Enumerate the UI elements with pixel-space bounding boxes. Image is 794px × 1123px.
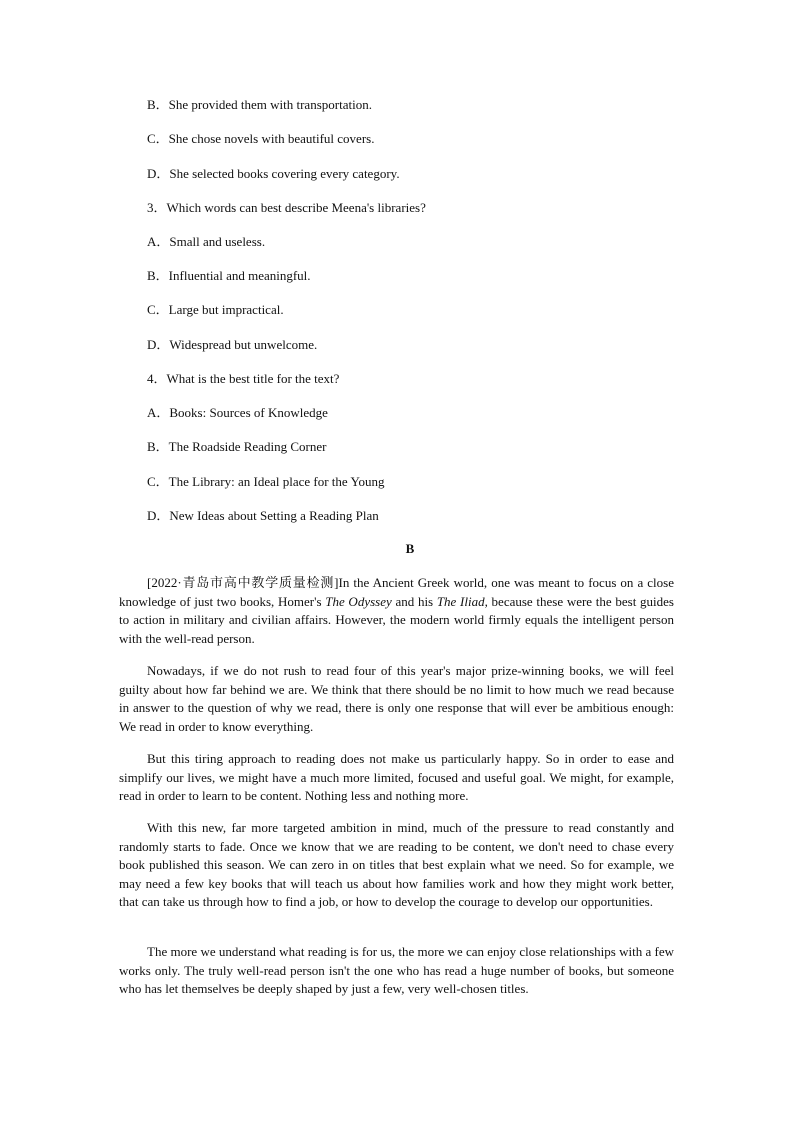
q4-option-c: C．The Library: an Ideal place for the Young: [147, 474, 385, 489]
q3-stem: 3．Which words can best describe Meena's libraries?: [147, 200, 426, 215]
book-title-iliad: The Iliad,: [436, 593, 488, 609]
q2-option-d: D．She selected books covering every category.: [147, 166, 400, 181]
passage-paragraph-4: With this new, far more targeted ambition in mind, much of the pressure to read constantly and randomly starts to fade. Once we know that we are reading to be content, we don't need to chase every book published this season. We can zero in on titles that best explain what we need. So for example, we may need a few key books that will teach us about how families work and how they might work better, that can take us through how to find a job, or how to develop the courage to develop our opportunities.: [119, 820, 674, 909]
q3-option-b: B．Influential and meaningful.: [147, 268, 311, 283]
passage-paragraph-5: The more we understand what reading is for us, the more we can enjoy close relationships with a few works only. The truly well-read person isn't the one who has read a huge number of books, but someone who has let themselves be deeply shaped by just a few, very well-chosen titles.: [119, 944, 674, 996]
q4-option-d: D．New Ideas about Setting a Reading Plan: [147, 508, 379, 523]
source-tag: [2022·青岛市高中教学质量检测]: [147, 575, 339, 590]
q2-option-c: C．She chose novels with beautiful covers.: [147, 131, 375, 146]
q3-option-c: C．Large but impractical.: [147, 302, 284, 317]
book-title-odyssey: The Odyssey: [325, 593, 392, 609]
q4-option-b: B．The Roadside Reading Corner: [147, 439, 327, 454]
q3-option-a: A．Small and useless.: [147, 234, 266, 249]
q3-option-d: D．Widespread but unwelcome.: [147, 337, 318, 352]
section-heading: B: [405, 541, 415, 556]
q4-stem: 4．What is the best title for the text?: [147, 371, 340, 386]
passage-paragraph-1: [2022·青岛市高中教学质量检测]In the Ancient Greek world, one was meant to focus on a close knowledge of just two books, Homer's The Odyssey and his The Iliad, because these were the best guides to action in military and civilian affairs. However, the modern world firmly equals the intelligent person with the well-read person.: [119, 575, 674, 646]
q2-option-b: B．She provided them with transportation.: [147, 97, 372, 112]
q4-option-a: A．Books: Sources of Knowledge: [147, 405, 328, 420]
passage-paragraph-2: Nowadays, if we do not rush to read four of this year's major prize-winning books, we will feel guilty about how far behind we are. We think that there should be no limit to how much we read because in answer to the question of why we read, there is only one response that will ever be ambitious enough: We read in order to know everything.: [119, 663, 674, 734]
passage-paragraph-3: But this tiring approach to reading does not make us particularly happy. So in order to ease and simplify our lives, we might have a much more limited, focused and useful goal. We might, for example, read in order to learn to be content. Nothing less and nothing more.: [119, 751, 674, 803]
